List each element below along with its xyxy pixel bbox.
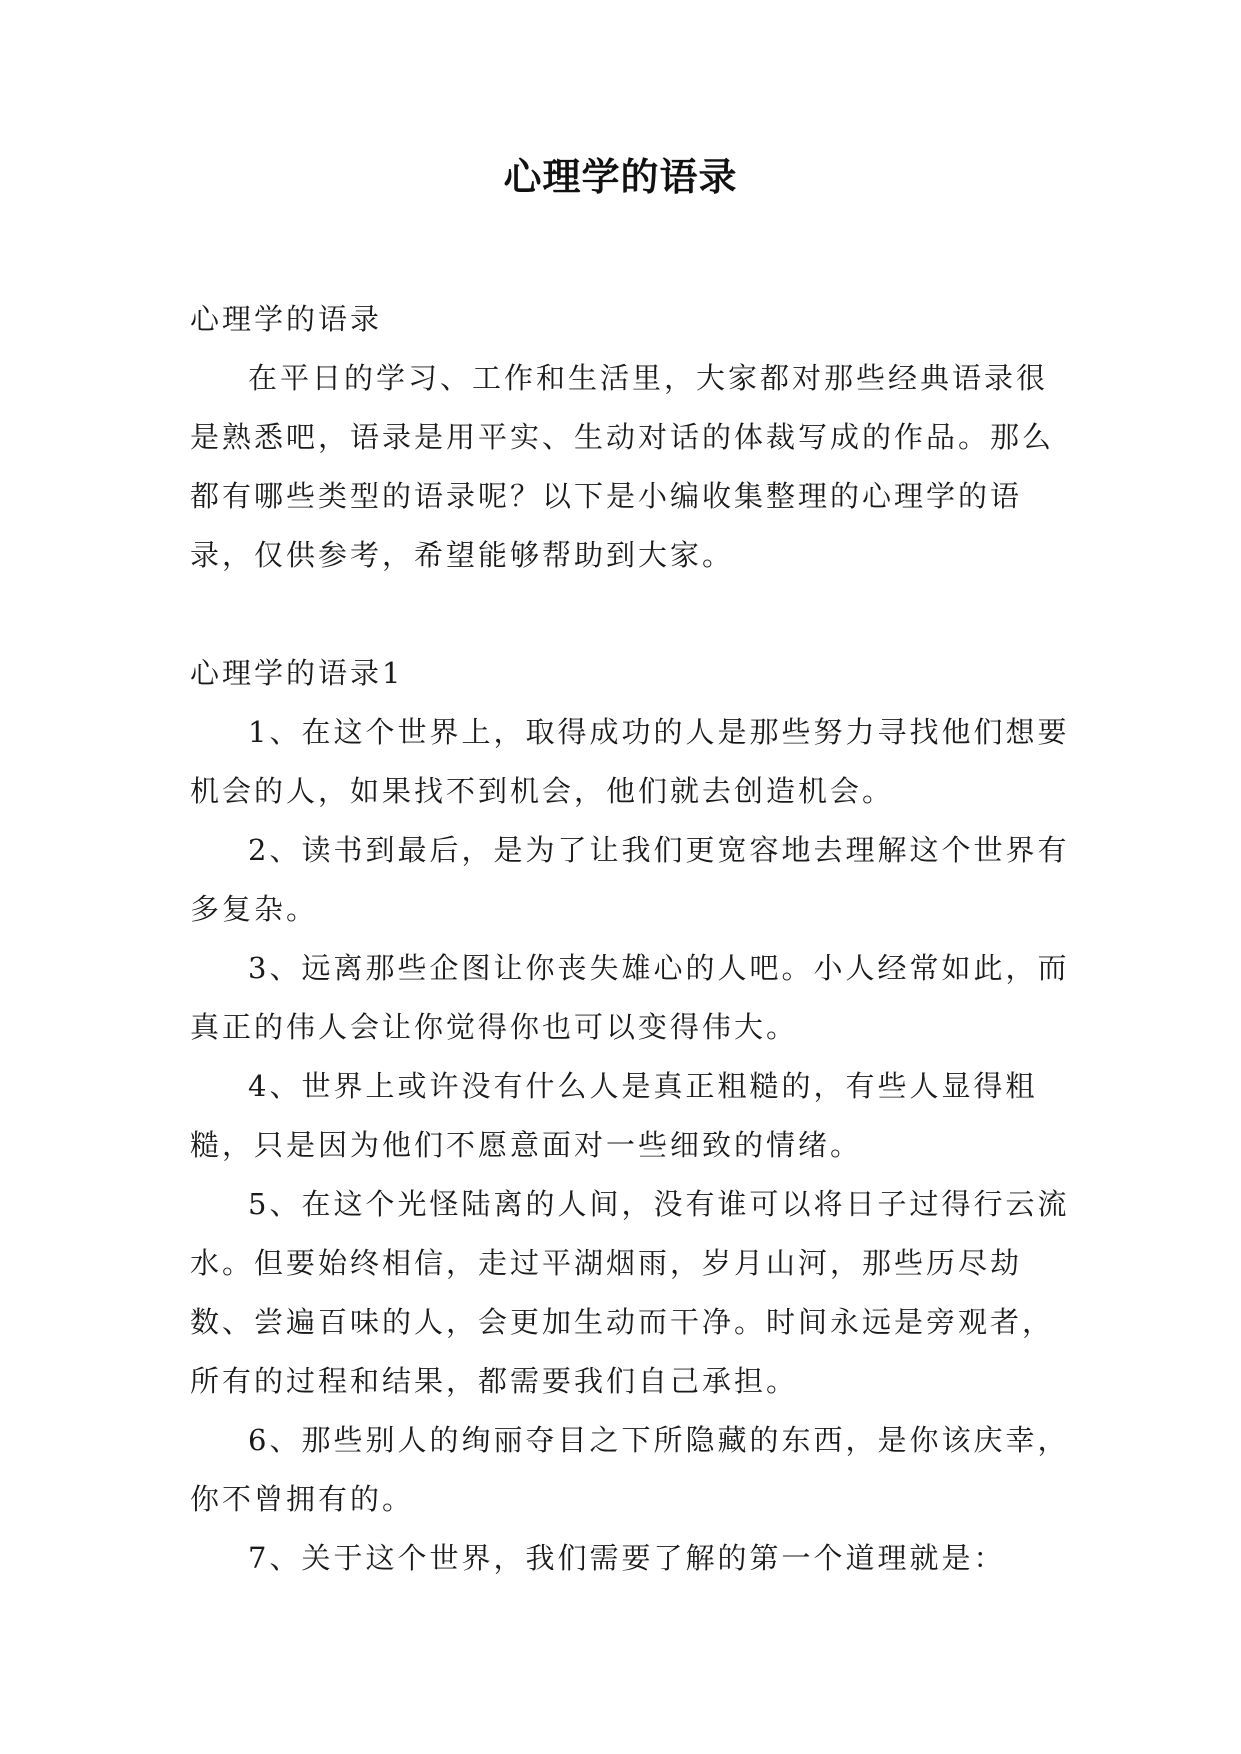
intro-heading: 心理学的语录	[190, 302, 383, 336]
document-body	[190, 290, 1070, 1588]
document-title: 心理学的语录	[503, 155, 738, 199]
quote-item: 4、世界上或许没有什么人是真正粗糙的，有些人显得粗糙，只是因为他们不愿意面对一些细致的情绪。	[190, 1069, 1038, 1162]
quote-item: 7、关于这个世界，我们需要了解的第一个道理就是：	[248, 1541, 1006, 1575]
quote-item: 1、在这个世界上，取得成功的人是那些努力寻找他们想要机会的人，如果找不到机会，他们就去创造机会。	[190, 715, 1070, 808]
intro-paragraph: 在平日的学习、工作和生活里，大家都对那些经典语录很是熟悉吧，语录是用平实、生动对话的体裁写成的作品。那么都有哪些类型的语录呢？以下是小编收集整理的心理学的语录，仅供参考，希望能够帮助到大家。	[190, 361, 1055, 572]
section-heading: 心理学的语录1	[190, 656, 404, 690]
quote-item: 2、读书到最后，是为了让我们更宽容地去理解这个世界有多复杂。	[190, 833, 1070, 926]
quote-item: 5、在这个光怪陆离的人间，没有谁可以将日子过得行云流水。但要始终相信，走过平湖烟雨，岁月山河，那些历尽劫数、尝遍百味的人，会更加生动而干净。时间永远是旁观者，所有的过程和结果，都需要我们自己承担。	[190, 1187, 1070, 1398]
quote-item: 3、远离那些企图让你丧失雄心的人吧。小人经常如此，而真正的伟人会让你觉得你也可以变得伟大。	[190, 951, 1070, 1044]
quote-item: 6、那些别人的绚丽夺目之下所隐藏的东西，是你该庆幸，你不曾拥有的。	[190, 1423, 1070, 1516]
